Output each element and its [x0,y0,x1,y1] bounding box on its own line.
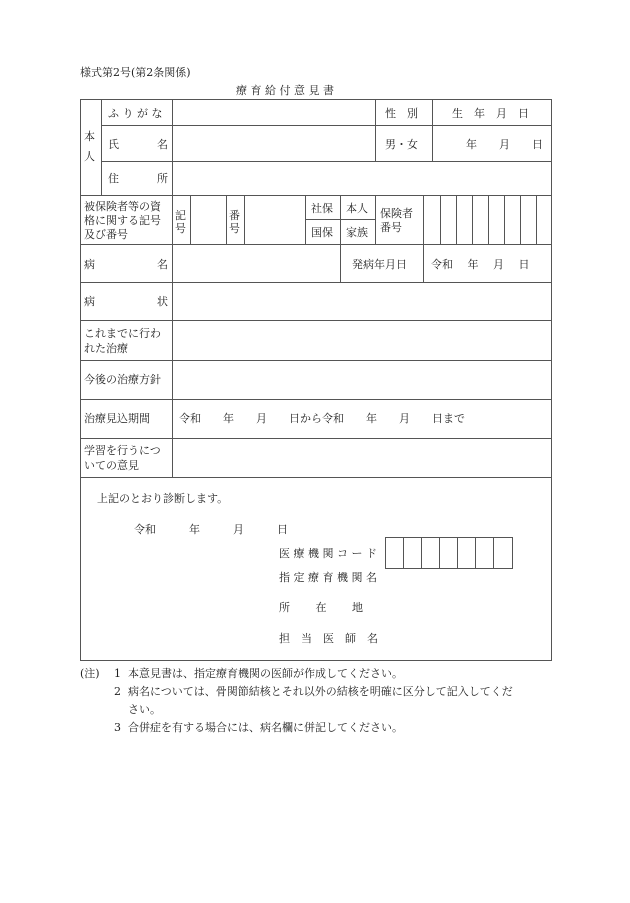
insurance-label-3: 及び番号 [84,228,128,241]
notes-prefix: (注) [80,667,100,680]
name-input[interactable] [174,127,373,159]
treatment-period-value[interactable]: 令和 年 月 日から令和 年 月 日まで [179,412,465,425]
insurance-label-1: 被保険者等の資 [84,200,161,213]
institution-name-input[interactable] [385,566,545,586]
insurance-label-2: 格に関する記号 [84,214,161,227]
doctor-name-input[interactable] [385,627,545,647]
birth-label: 生 年 月 日 [452,107,529,120]
past-treatment-label-1: これまでに行わ [84,327,161,340]
onset-label: 発病年月日 [352,258,407,271]
institution-address-input[interactable] [385,596,545,616]
form-number: 様式第2号(第2条関係) [80,66,191,79]
note-2-number: 2 [114,685,121,698]
person-label-bottom: 人 [84,150,95,163]
note-1-text: 本意見書は、指定療育機関の医師が作成してください。 [128,667,403,680]
note-2-text-cont: さい。 [128,703,161,716]
note-1-number: 1 [114,667,121,680]
kazoku-option[interactable]: 家族 [346,226,368,239]
note-2-text: 病名については、骨関節結核とそれ以外の結核を明確に区分して記入してくだ [128,685,513,698]
shaho-option[interactable]: 社保 [311,202,333,215]
medical-code-boxes[interactable] [386,538,512,568]
note-3-number: 3 [114,721,121,734]
birth-value[interactable]: 年 月 日 [466,138,543,151]
study-opinion-label-1: 学習を行うにつ [84,444,161,457]
insurer-number-label-1: 保険者 [380,207,413,220]
treatment-plan-label: 今後の治療方針 [84,373,161,386]
diagnosis-statement: 上記のとおり診断します。 [97,492,229,505]
honnin-option[interactable]: 本人 [346,202,368,215]
sex-label: 性 別 [385,107,418,120]
institution-address-label: 所 在 地 [279,601,363,614]
treatment-plan-input[interactable] [174,362,550,397]
kigo-label-2: 号 [175,222,186,235]
insurer-number-label-2: 番号 [380,221,402,234]
kigo-label-1: 記 [175,209,186,222]
address-label-2: 所 [157,172,168,185]
bango-label-2: 号 [229,222,240,235]
past-treatment-input[interactable] [174,322,550,358]
disease-name-label-2: 名 [157,258,168,271]
kigo-input[interactable] [191,197,225,243]
furigana-input[interactable] [174,101,373,123]
past-treatment-label-2: れた治療 [84,342,128,355]
address-label-1: 住 [108,172,119,185]
sex-value[interactable]: 男・女 [385,138,418,151]
doctor-name-label: 担 当 医 師 名 [279,632,378,645]
symptom-label-1: 病 [84,295,95,308]
bango-input[interactable] [245,197,304,243]
institution-name-label: 指 定 療 育 機 関 名 [279,571,377,584]
furigana-label: ふ り が な [108,107,163,120]
name-label-2: 名 [157,138,168,151]
note-3-text: 合併症を有する場合には、病名欄に併記してください。 [128,721,403,734]
disease-name-input[interactable] [174,246,338,280]
page-title: 療 育 給 付 意 見 書 [236,84,334,97]
study-opinion-label-2: いての意見 [84,459,139,472]
symptom-label-2: 状 [157,295,168,308]
name-label-1: 氏 [108,138,119,151]
disease-name-label-1: 病 [84,258,95,271]
person-label-top: 本 [84,130,95,143]
diagnosis-date[interactable]: 令和 年 月 日 [134,523,288,536]
medical-code-label: 医 療 機 関 コ ー ド [279,547,377,560]
address-input[interactable] [174,163,550,193]
treatment-period-label: 治療見込期間 [84,412,150,425]
study-opinion-input[interactable] [174,440,550,475]
symptom-input[interactable] [174,284,550,318]
bango-label-1: 番 [229,209,240,222]
kokuho-option[interactable]: 国保 [311,226,333,239]
onset-value[interactable]: 令和 年 月 日 [431,258,530,271]
